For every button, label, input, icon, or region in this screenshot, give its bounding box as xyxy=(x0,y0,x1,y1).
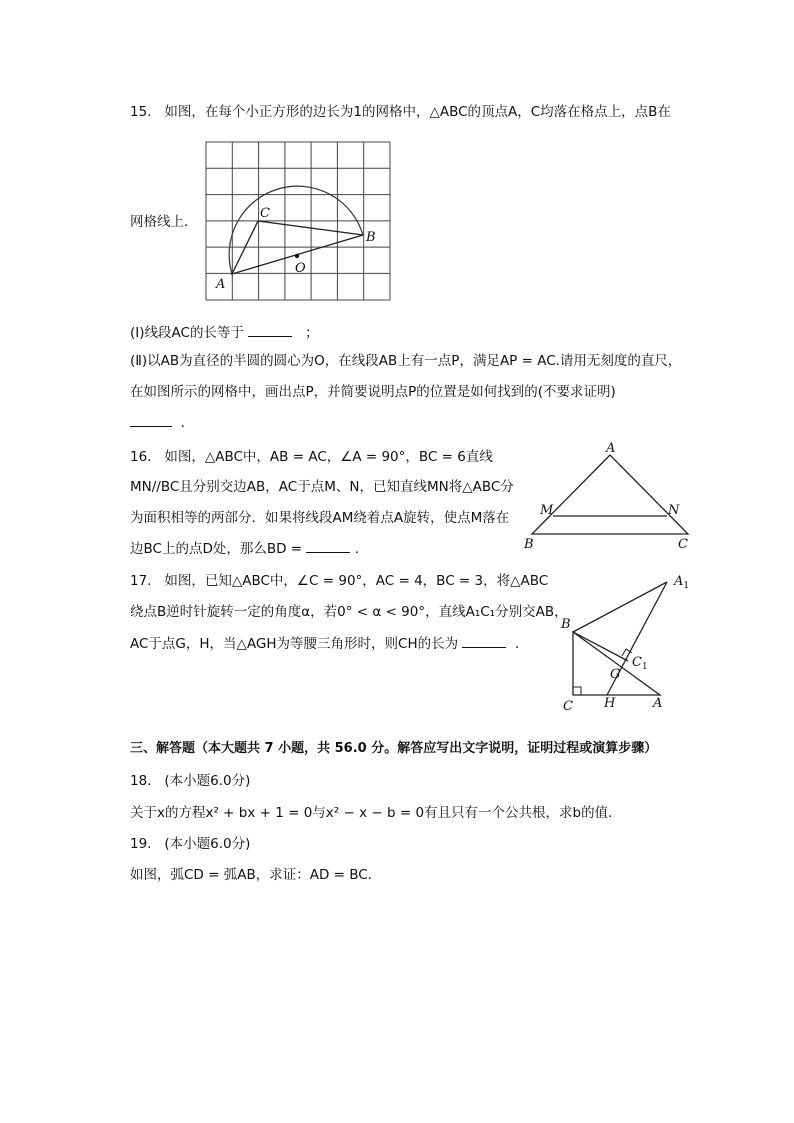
q15-grid-figure xyxy=(200,138,400,308)
q16-line2: MN//BC且分别交边AB，AC于点M、N，已知直线MN将△ABC分 xyxy=(130,479,514,495)
grid-lines xyxy=(206,142,390,300)
q15-part2-line2: 在如图所示的网格中，画出点P，并简要说明点P的位置是如何找到的(不要求证明) xyxy=(130,384,616,400)
q16-line4-text: 边BC上的点D处，那么BD = xyxy=(130,541,303,557)
q17-line3-end: ． xyxy=(515,636,529,652)
label-g: G xyxy=(610,667,621,682)
q15-part1 xyxy=(130,322,319,343)
q15-number: 15. xyxy=(130,104,152,120)
q17-answer-blank[interactable] xyxy=(462,633,506,648)
q16-line4-end: ． xyxy=(354,541,369,557)
label-a: A xyxy=(653,696,663,711)
q15-part2-end: ． xyxy=(180,415,195,431)
q17-line3-text: AC于点G，H，当△AGH为等腰三角形时，则CH的长为 xyxy=(130,636,459,652)
q16-answer-blank[interactable] xyxy=(306,538,350,553)
q15-part2-line3 xyxy=(130,412,194,433)
q15-stem-line2: 网格线上． xyxy=(130,214,198,230)
label-o: O xyxy=(295,261,306,276)
q17-rotation-figure xyxy=(555,570,705,715)
label-n: N xyxy=(668,503,680,518)
q18-number: 18. xyxy=(130,773,152,789)
q16-number: 16. xyxy=(130,449,152,465)
segment-bc1 xyxy=(573,632,628,661)
segment-ba1 xyxy=(573,582,667,632)
label-a1: $A_1$ xyxy=(674,574,690,591)
q16-line1 xyxy=(130,447,493,467)
q17-line3 xyxy=(130,633,529,654)
q19-text: 如图，弧CD = 弧AB，求证：AD = BC． xyxy=(130,867,382,883)
q16-text-line1: 如图，△ABC中，AB = AC，∠A = 90°，BC = 6直线 xyxy=(164,449,493,465)
label-h: H xyxy=(604,696,616,711)
q19-number: 19. xyxy=(130,836,152,852)
q16-triangle-figure xyxy=(520,440,700,555)
label-a: A xyxy=(216,277,226,292)
label-c1: $C_1$ xyxy=(632,655,648,672)
center-point-o xyxy=(295,254,299,258)
triangle-abc xyxy=(532,455,688,534)
q15-part2-line1: (Ⅱ)以AB为直径的半圆的圆心为O，在线段AB上有一点P，满足AP = AC.请用无刻度的直尺， xyxy=(130,353,682,369)
q15-part1-end: ； xyxy=(305,325,319,341)
q15-part1-text: (Ⅰ)线段AC的长等于 xyxy=(130,325,244,341)
label-c: C xyxy=(563,699,573,714)
label-c: C xyxy=(678,537,688,552)
label-b: B xyxy=(524,537,534,552)
section3-title: 三、解答题（本大题共 7 小题，共 56.0 分。解答应写出文字说明，证明过程或演算步骤） xyxy=(130,741,658,756)
q18-text: 关于x的方程x² + bx + 1 = 0与x² − x − b = 0有且只有一个公共根，求b的值． xyxy=(130,805,622,821)
q19-score: (本小题6.0分) xyxy=(164,836,251,852)
q17-line1 xyxy=(130,571,548,591)
q17-text-line1: 如图，已知△ABC中，∠C = 90°，AC = 4，BC = 3，将△ABC xyxy=(164,573,549,589)
q15-stem-line1 xyxy=(130,102,671,122)
q17-number: 17. xyxy=(130,573,152,589)
q18-score: (本小题6.0分) xyxy=(164,773,251,789)
q15-part2-answer-blank[interactable] xyxy=(130,412,172,427)
right-angle-c xyxy=(573,687,581,695)
q16-line4 xyxy=(130,538,368,559)
label-m: M xyxy=(540,503,554,518)
label-b: B xyxy=(366,230,376,245)
label-a: A xyxy=(606,441,616,456)
q15-part1-answer-blank[interactable] xyxy=(248,322,292,337)
q17-line2: 绕点B逆时针旋转一定的角度α，若0° < α < 90°，直线A₁C₁分别交AB， xyxy=(130,604,568,620)
q15-text-line1: 如图，在每个小正方形的边长为1的网格中，△ABC的顶点A，C均落在格点上，点B在 xyxy=(164,104,671,120)
q16-line3: 为面积相等的两部分．如果将线段AM绕着点A旋转，使点M落在 xyxy=(130,510,510,526)
q19-header xyxy=(130,834,250,854)
label-c: C xyxy=(260,206,270,221)
q18-header xyxy=(130,771,250,791)
label-b: B xyxy=(561,617,571,632)
